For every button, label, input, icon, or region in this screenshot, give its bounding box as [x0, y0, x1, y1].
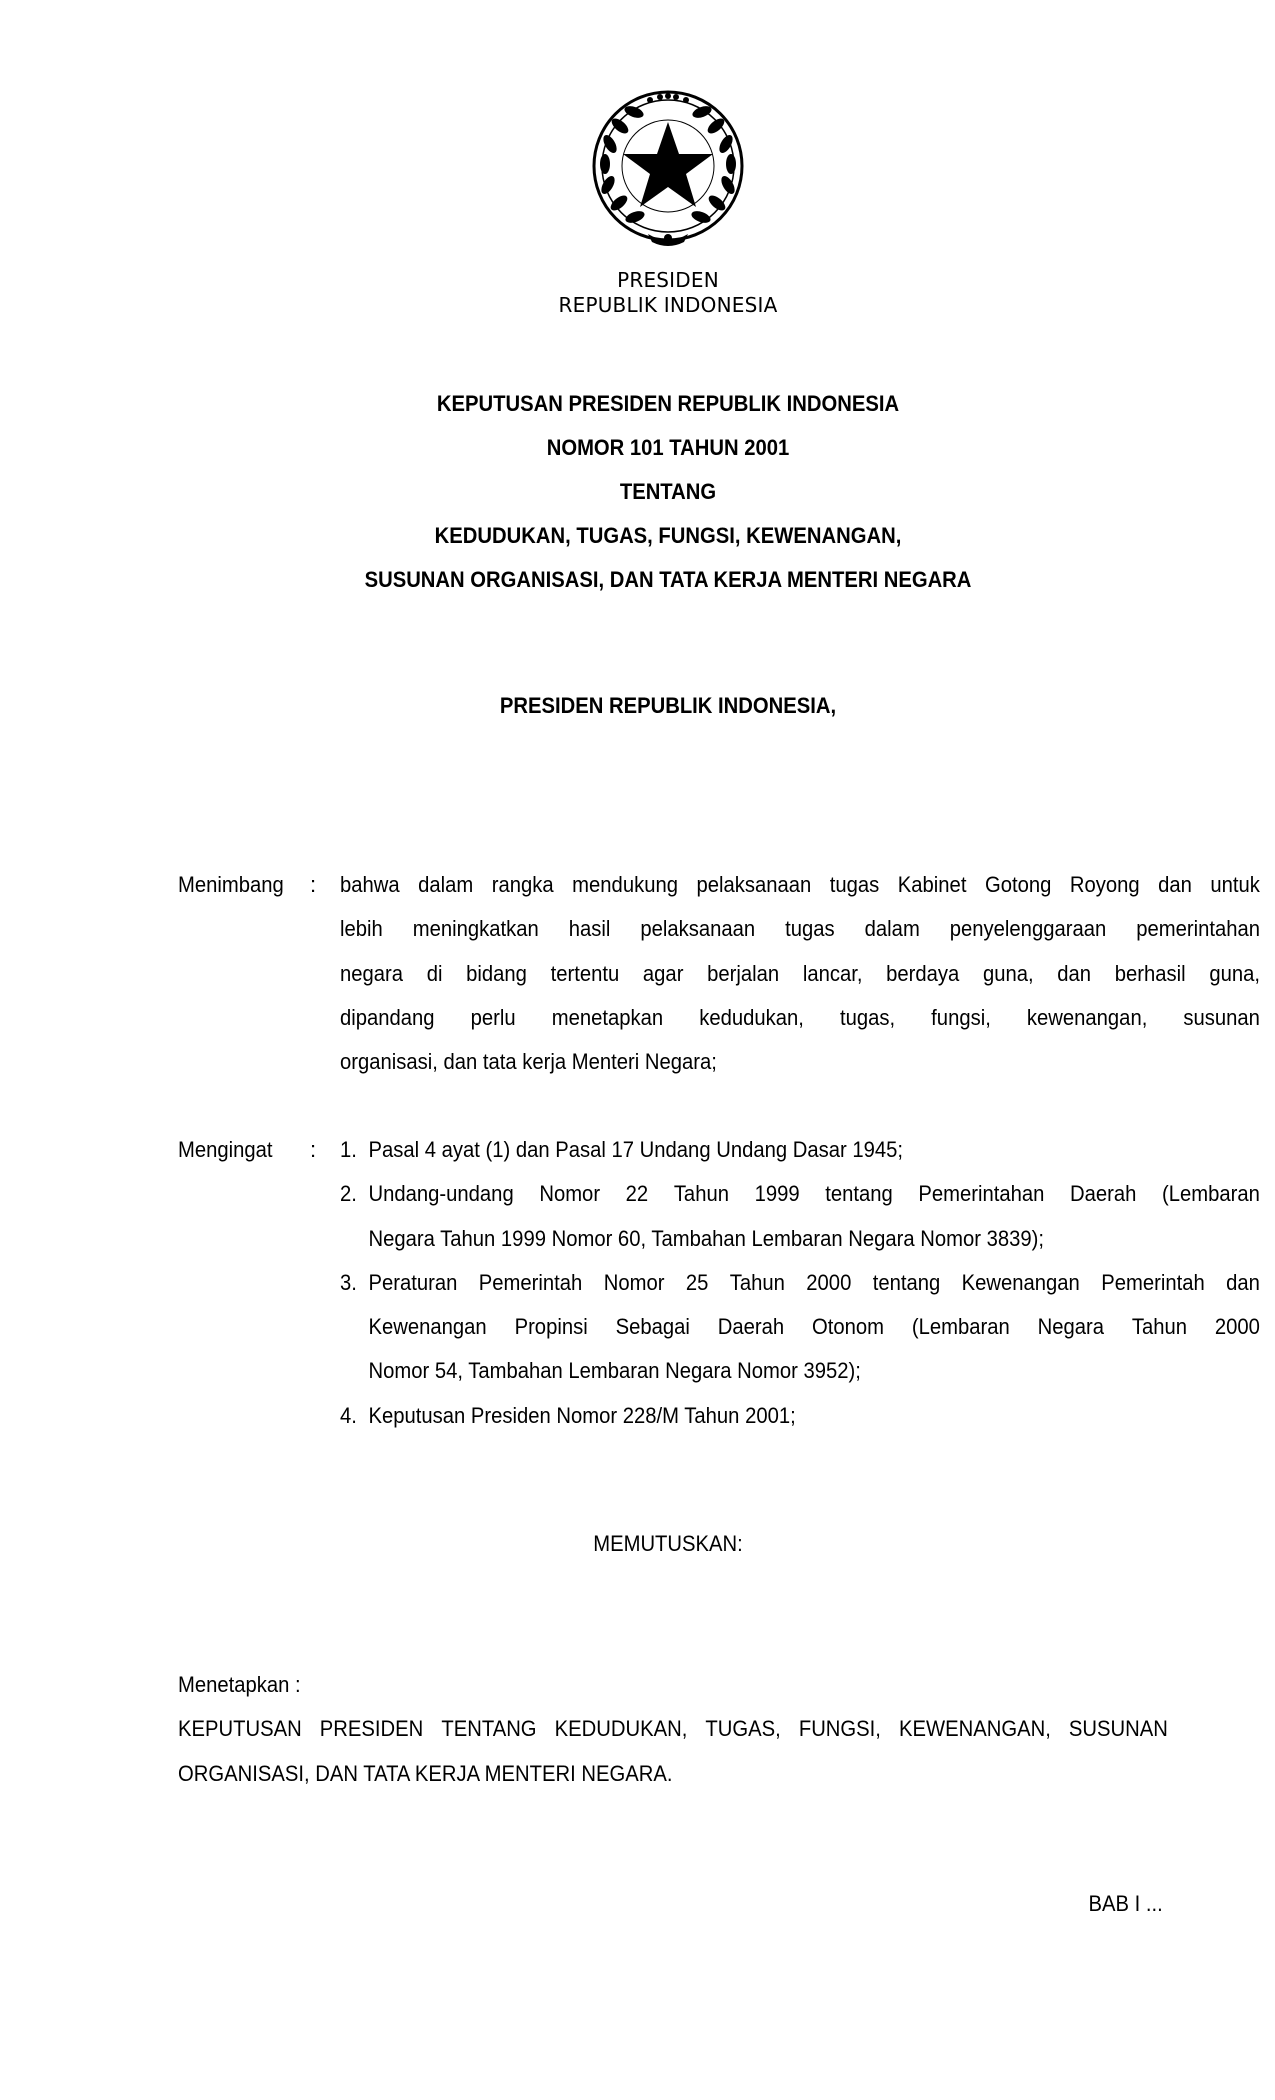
list-item	[340, 1128, 1260, 1172]
mengingat-list	[340, 1128, 1260, 1438]
memutuskan-heading: MEMUTUSKAN:	[593, 1531, 743, 1556]
menetapkan-line: KEPUTUSAN PRESIDEN TENTANG KEDUDUKAN, TUGAS, FUNGSI, KEWENANGAN, SUSUNAN	[178, 1716, 1168, 1742]
list-item-line: Keputusan Presiden Nomor 228/M Tahun 2001;	[368, 1402, 796, 1428]
list-item-number: 1.	[340, 1137, 357, 1162]
menimbang-line: organisasi, dan tata kerja Menteri Negara;	[340, 1049, 717, 1075]
menimbang-label: Menimbang	[178, 872, 284, 897]
list-item-line: Negara Tahun 1999 Nomor 60, Tambahan Lembaran Negara Nomor 3839);	[368, 1225, 1044, 1251]
mengingat-label: Mengingat	[178, 1137, 273, 1162]
menetapkan-label: Menetapkan :	[178, 1672, 301, 1697]
menimbang-line: lebih meningkatkan hasil pelaksanaan tugas dalam penyelenggaraan pemerintahan	[340, 916, 1260, 942]
menimbang-line: dipandang perlu menetapkan kedudukan, tugas, fungsi, kewenangan, susunan	[340, 1004, 1260, 1030]
menimbang-colon: :	[310, 872, 317, 897]
title-line-5: SUSUNAN ORGANISASI, DAN TATA KERJA MENTERI NEGARA	[364, 567, 972, 592]
list-item-line: Pasal 4 ayat (1) dan Pasal 17 Undang Undang Dasar 1945;	[368, 1137, 903, 1162]
list-item	[340, 1394, 1260, 1438]
title-line-1: KEPUTUSAN PRESIDEN REPUBLIK INDONESIA	[436, 391, 900, 416]
title-line-3: TENTANG	[619, 479, 717, 504]
presidential-seal-icon	[588, 86, 748, 251]
list-item-line: Kewenangan Propinsi Sebagai Daerah Otonom (Lembaran Negara Tahun 2000	[368, 1314, 1260, 1340]
issuer-line: PRESIDEN REPUBLIK INDONESIA,	[499, 693, 837, 718]
list-item-line: Nomor 54, Tambahan Lembaran Negara Nomor 3952);	[368, 1358, 861, 1384]
title-line-4: KEDUDUKAN, TUGAS, FUNGSI, KEWENANGAN,	[434, 523, 902, 548]
list-item	[340, 1261, 1260, 1394]
list-item-number: 2.	[340, 1181, 357, 1207]
list-item-line: Peraturan Pemerintah Nomor 25 Tahun 2000 tentang Kewenangan Pemerintah dan	[368, 1269, 1260, 1295]
list-item-line: Undang-undang Nomor 22 Tahun 1999 tentang Pemerintahan Daerah (Lembaran	[368, 1181, 1260, 1207]
list-item-number: 3.	[340, 1269, 357, 1295]
menimbang-line: bahwa dalam rangka mendukung pelaksanaan tugas Kabinet Gotong Royong dan untuk	[340, 872, 1260, 897]
letterhead-line1: PRESIDEN	[617, 268, 719, 292]
letterhead-line2: REPUBLIK INDONESIA	[558, 293, 778, 317]
menetapkan-block	[178, 1663, 1168, 1796]
menimbang-text	[340, 863, 1260, 1084]
menetapkan-line: ORGANISASI, DAN TATA KERJA MENTERI NEGARA.	[178, 1760, 673, 1786]
menimbang-line: negara di bidang tertentu agar berjalan lancar, berdaya guna, dan berhasil guna,	[340, 960, 1260, 986]
list-item-number: 4.	[340, 1402, 357, 1428]
mengingat-colon: :	[310, 1137, 317, 1162]
page-continuation: BAB I ...	[1088, 1891, 1163, 1916]
document-title	[191, 382, 1144, 602]
title-line-2: NOMOR 101 TAHUN 2001	[546, 435, 790, 460]
list-item	[340, 1172, 1260, 1261]
